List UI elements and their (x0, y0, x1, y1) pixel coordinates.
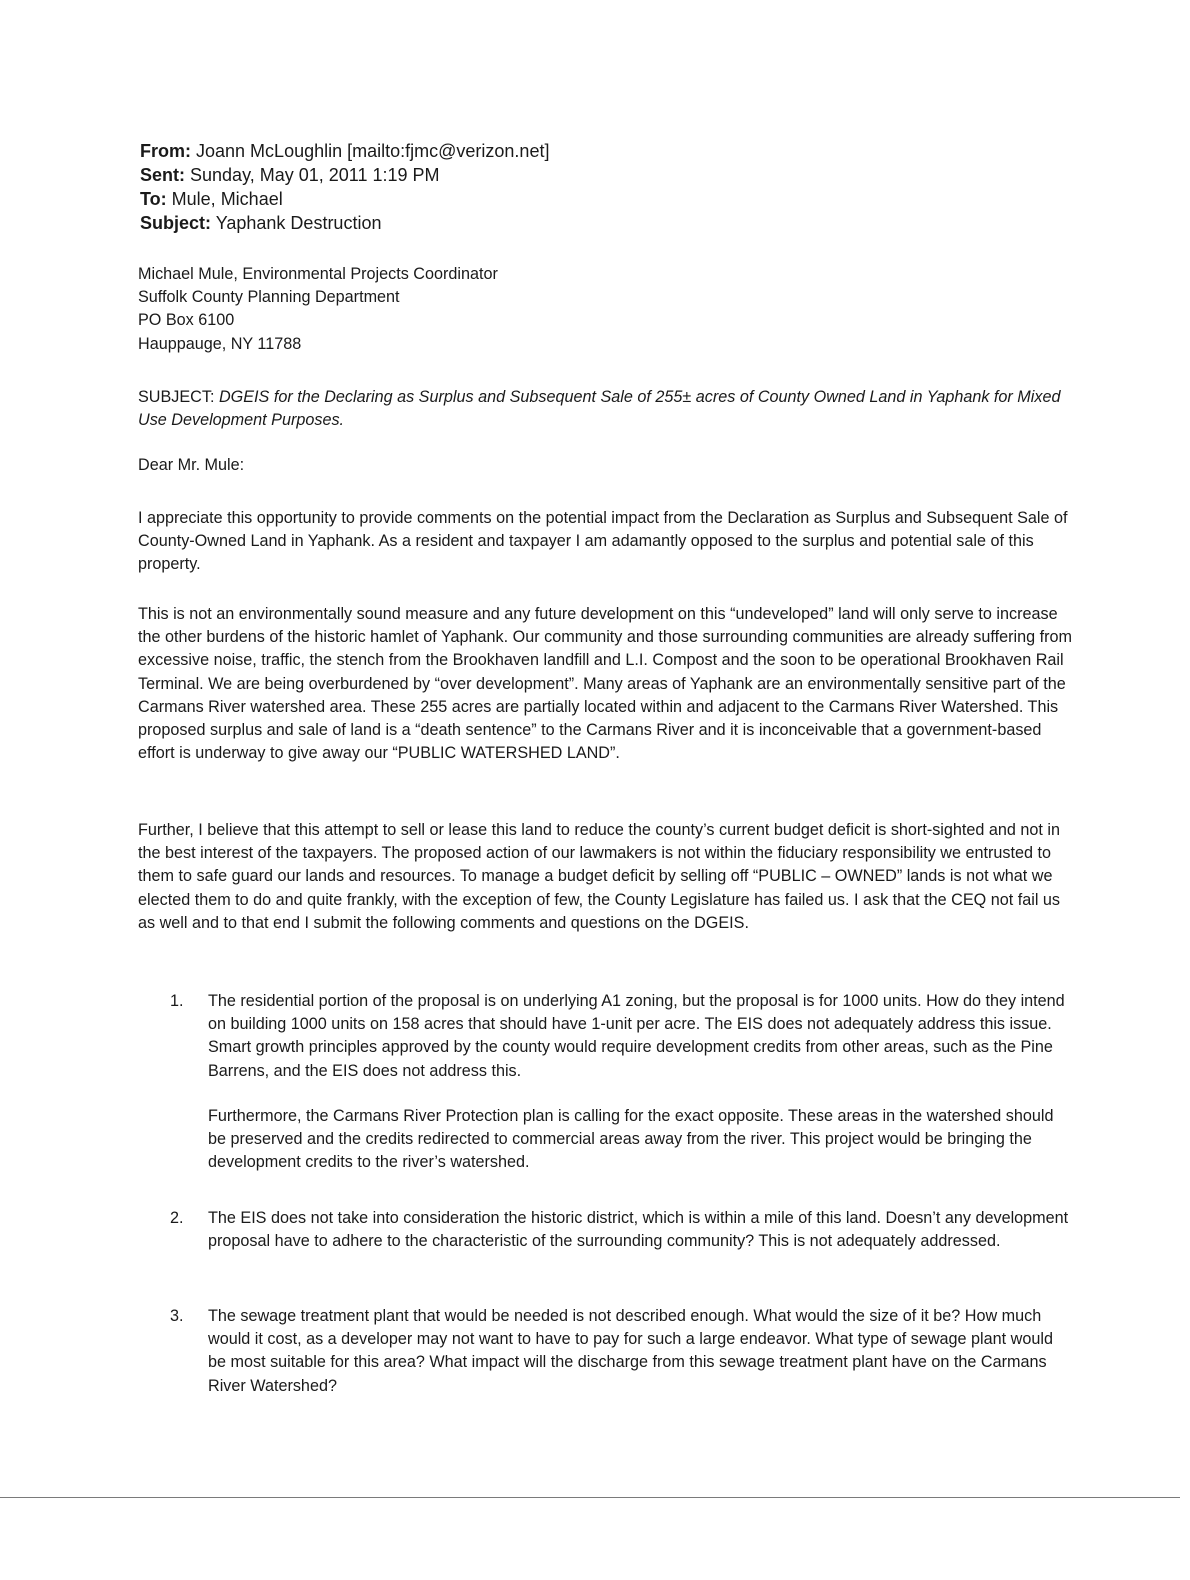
address-line: Suffolk County Planning Department (138, 288, 400, 307)
email-sent-value: Sunday, May 01, 2011 1:19 PM (190, 165, 440, 185)
page-divider-line (0, 1497, 1180, 1498)
letter-subject (138, 386, 1078, 432)
comment-list-item (170, 990, 1070, 1174)
email-to-value: Mule, Michael (171, 189, 283, 209)
body-paragraph: This is not an environmentally sound measure and any future development on this “undeveloped” land will only serve to increase the other burdens of the historic hamlet of Yaphank. Our community and those surrounding communities are already suffering from excessive noise, traffic, the stench from the Brookhaven landfill and L.I. Compost and the soon to be operational Brookhaven Rail Terminal. We are being overburdened by “over development”. Many areas of Yaphank are an environmentally sensitive part of the Carmans River watershed area. These 255 acres are partially located within and adjacent to the Carmans River Watershed. This proposed surplus and sale of land is a “death sentence” to the Carmans River and it is inconceivable that a government-based effort is underway to give away our “PUBLIC WATERSHED LAND”. (138, 605, 1072, 763)
email-header (140, 139, 549, 235)
email-sent-label: Sent: (140, 165, 185, 185)
letter-subject-label: SUBJECT: (138, 388, 219, 406)
email-subject-label: Subject: (140, 213, 212, 233)
email-from-row (140, 139, 549, 163)
recipient-address (138, 263, 1078, 356)
email-from-value: Joann McLoughlin [mailto:fjmc@verizon.net] (196, 141, 550, 161)
item-number: 2. (170, 1209, 184, 1227)
email-subject-value: Yaphank Destruction (215, 213, 382, 233)
address-line: PO Box 6100 (138, 311, 235, 330)
salutation: Dear Mr. Mule: (138, 456, 245, 474)
body-paragraph: Further, I believe that this attempt to sell or lease this land to reduce the county’s current budget deficit is short-sighted and not in the best interest of the taxpayers. The proposed action of our lawmakers is not within the fiduciary responsibility we entrusted to them to safe guard our lands and resources. To manage a budget deficit by selling off “PUBLIC – OWNED” lands is not what we elected them to do and quite frankly, with the exception of few, the County Legislature has failed us. I ask that the CEQ not fail us as well and to that end I submit the following comments and questions on the DGEIS. (138, 821, 1061, 932)
item-followup-text: Furthermore, the Carmans River Protection plan is calling for the exact opposite. These areas in the watershed should be preserved and the credits redirected to commercial areas away from the river. This project would be bringing the development credits to the river’s watershed. (208, 1106, 1054, 1172)
item-text: The EIS does not take into consideration the historic district, which is within a mile of this land. Doesn’t any development proposal have to adhere to the characteristic of the surrounding community? This is not adequately addressed. (208, 1209, 1069, 1251)
email-to-row (140, 187, 549, 211)
item-number: 3. (170, 1307, 184, 1325)
address-line: Michael Mule, Environmental Projects Coordinator (138, 265, 498, 283)
letter-subject-text: DGEIS for the Declaring as Surplus and Subsequent Sale of 255± acres of County Owned Land in Yaphank for Mixed Use Development Purposes. (138, 388, 1061, 430)
email-sent-row (140, 163, 549, 187)
address-line: Hauppauge, NY 11788 (138, 334, 302, 353)
comment-list-item (170, 1207, 1070, 1253)
email-to-label: To: (140, 189, 167, 209)
email-from-label: From: (140, 141, 191, 161)
item-text: The residential portion of the proposal is on underlying A1 zoning, but the proposal is for 1000 units. How do they intend on building 1000 units on 158 acres that should have 1-unit per acre. The EIS does not adequately address this issue. Smart growth principles approved by the county would require development credits from other areas, such as the Pine Barrens, and the EIS does not address this. (208, 992, 1065, 1080)
email-subject-row (140, 211, 549, 235)
body-paragraph: I appreciate this opportunity to provide comments on the potential impact from the Declaration as Surplus and Subsequent Sale of County-Owned Land in Yaphank. As a resident and taxpayer I am adamantly opposed to the surplus and potential sale of this property. (138, 509, 1068, 574)
comment-list-item (170, 1305, 1070, 1398)
item-text: The sewage treatment plant that would be needed is not described enough. What would the size of it be? How much would it cost, as a developer may not want to have to pay for such a large endeavor. What type of sewage plant would be most suitable for this area? What impact will the discharge from this sewage treatment plant have on the Carmans River Watershed? (208, 1307, 1053, 1395)
item-number: 1. (170, 992, 184, 1010)
